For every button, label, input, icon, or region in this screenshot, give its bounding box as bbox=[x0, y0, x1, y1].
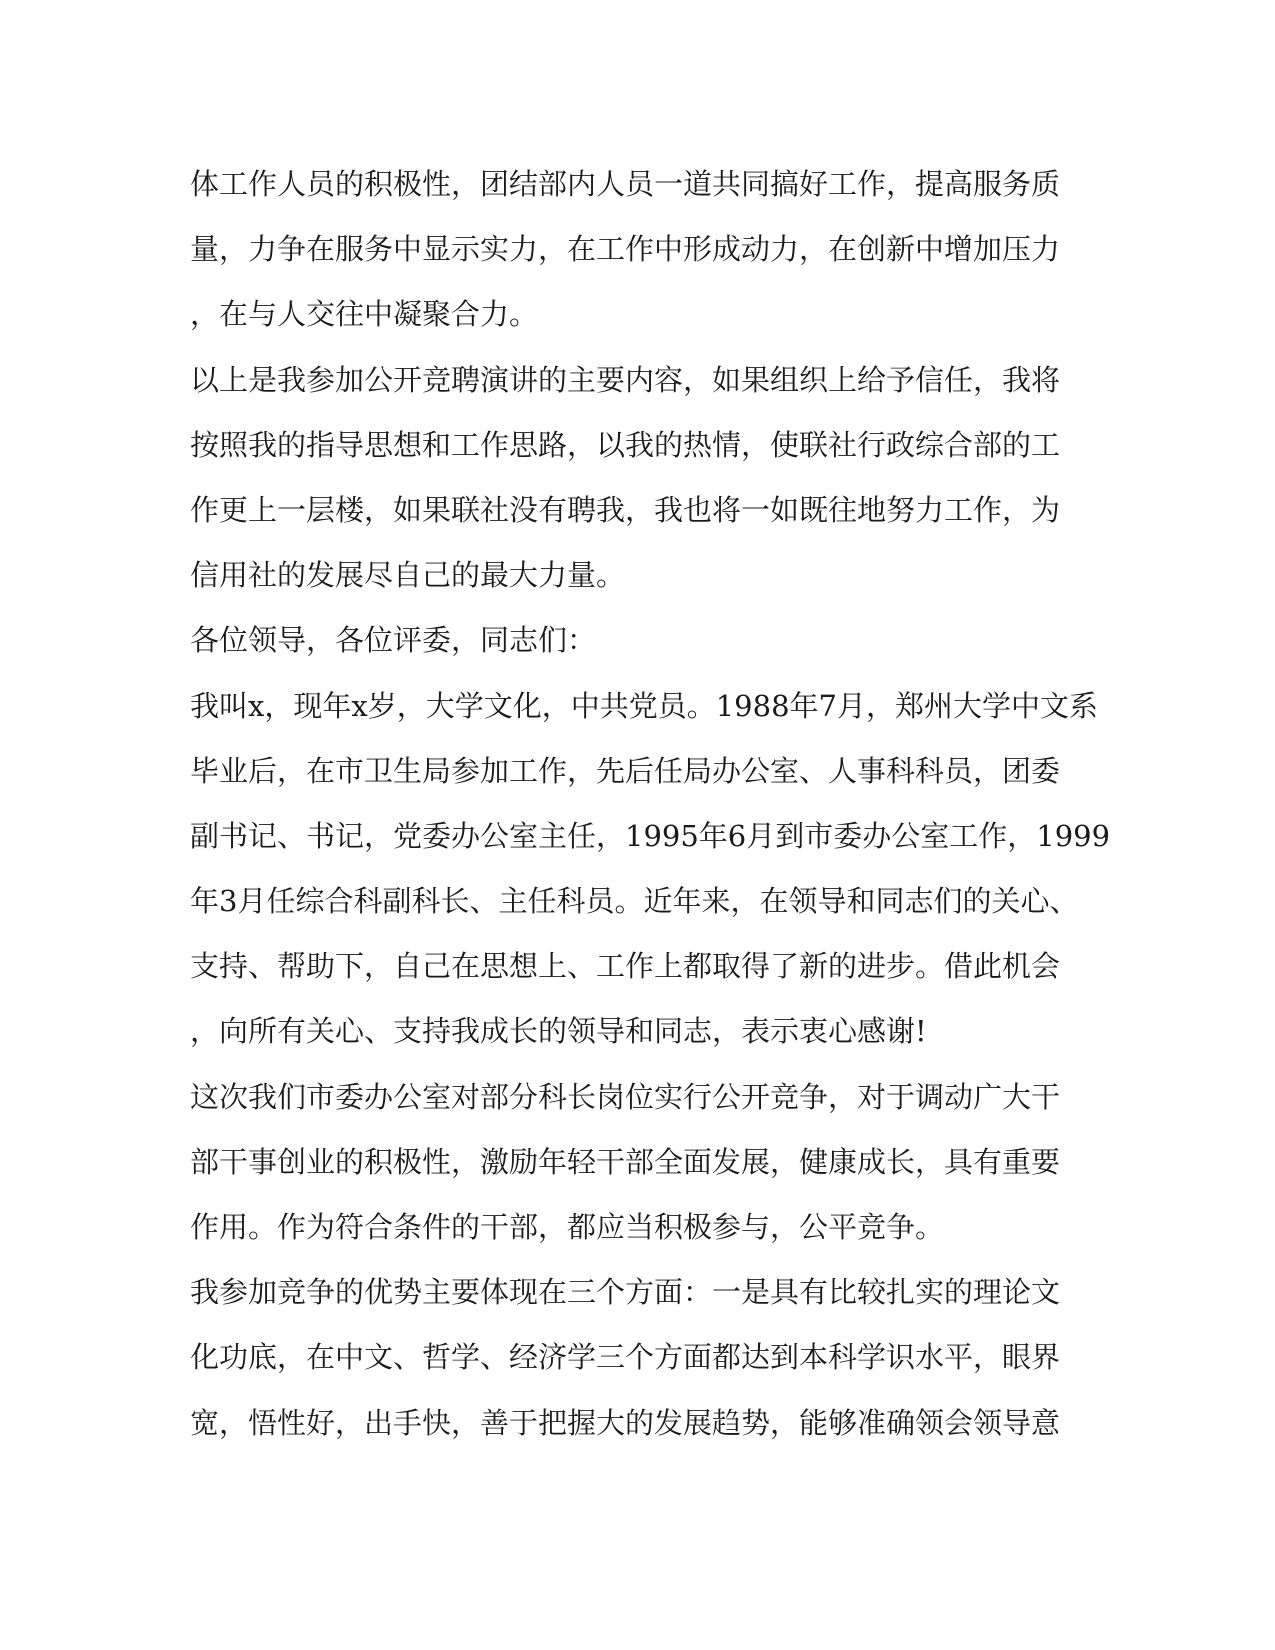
text-line: 毕业后，在市卫生局参加工作，先后任局办公室、人事科科员，团委 bbox=[190, 753, 1061, 788]
text-line: 按照我的指导思想和工作思路，以我的热情，使联社行政综合部的工 bbox=[190, 427, 1061, 462]
text-line: 年3月任综合科副科长、主任科员。近年来，在领导和同志们的关心、 bbox=[190, 884, 1079, 919]
text-line: 支持、帮助下，自己在思想上、工作上都取得了新的进步。借此机会 bbox=[190, 949, 1061, 984]
document-body bbox=[190, 152, 1111, 1456]
text-line: 作更上一层楼，如果联社没有聘我，我也将一如既往地努力工作，为 bbox=[190, 492, 1061, 527]
text-line: 副书记、书记，党委办公室主任，1995年6月到市委办公室工作，1999 bbox=[190, 818, 1111, 853]
text-line: 体工作人员的积极性，团结部内人员一道共同搞好工作，提高服务质 bbox=[190, 167, 1061, 201]
text-line: 信用社的发展尽自己的最大力量。 bbox=[190, 558, 626, 593]
text-line: 我叫x，现年x岁，大学文化，中共党员。1988年7月，郑州大学中文系 bbox=[190, 688, 1098, 723]
text-line: 作用。作为符合条件的干部，都应当积极参与，公平竞争。 bbox=[190, 1210, 945, 1244]
text-line: 以上是我参加公开竞聘演讲的主要内容，如果组织上给予信任，我将 bbox=[190, 362, 1061, 397]
text-line: 宽，悟性好，出手快，善于把握大的发展趋势，能够准确领会领导意 bbox=[190, 1405, 1061, 1440]
text-line: 各位领导，各位评委，同志们： bbox=[190, 623, 597, 658]
text-line: ，在与人交往中凝聚合力。 bbox=[190, 297, 539, 332]
text-line: ，向所有关心、支持我成长的领导和同志，表示衷心感谢! bbox=[190, 1014, 927, 1049]
text-line: 这次我们市委办公室对部分科长岗位实行公开竞争，对于调动广大干 bbox=[190, 1079, 1061, 1114]
text-line: 化功底，在中文、哲学、经济学三个方面都达到本科学识水平，眼界 bbox=[190, 1340, 1061, 1375]
text-line: 部干事创业的积极性，激励年轻干部全面发展，健康成长，具有重要 bbox=[190, 1144, 1061, 1179]
text-line: 量，力争在服务中显示实力，在工作中形成动力，在创新中增加压力 bbox=[190, 232, 1061, 267]
text-line: 我参加竞争的优势主要体现在三个方面：一是具有比较扎实的理论文 bbox=[190, 1275, 1061, 1310]
